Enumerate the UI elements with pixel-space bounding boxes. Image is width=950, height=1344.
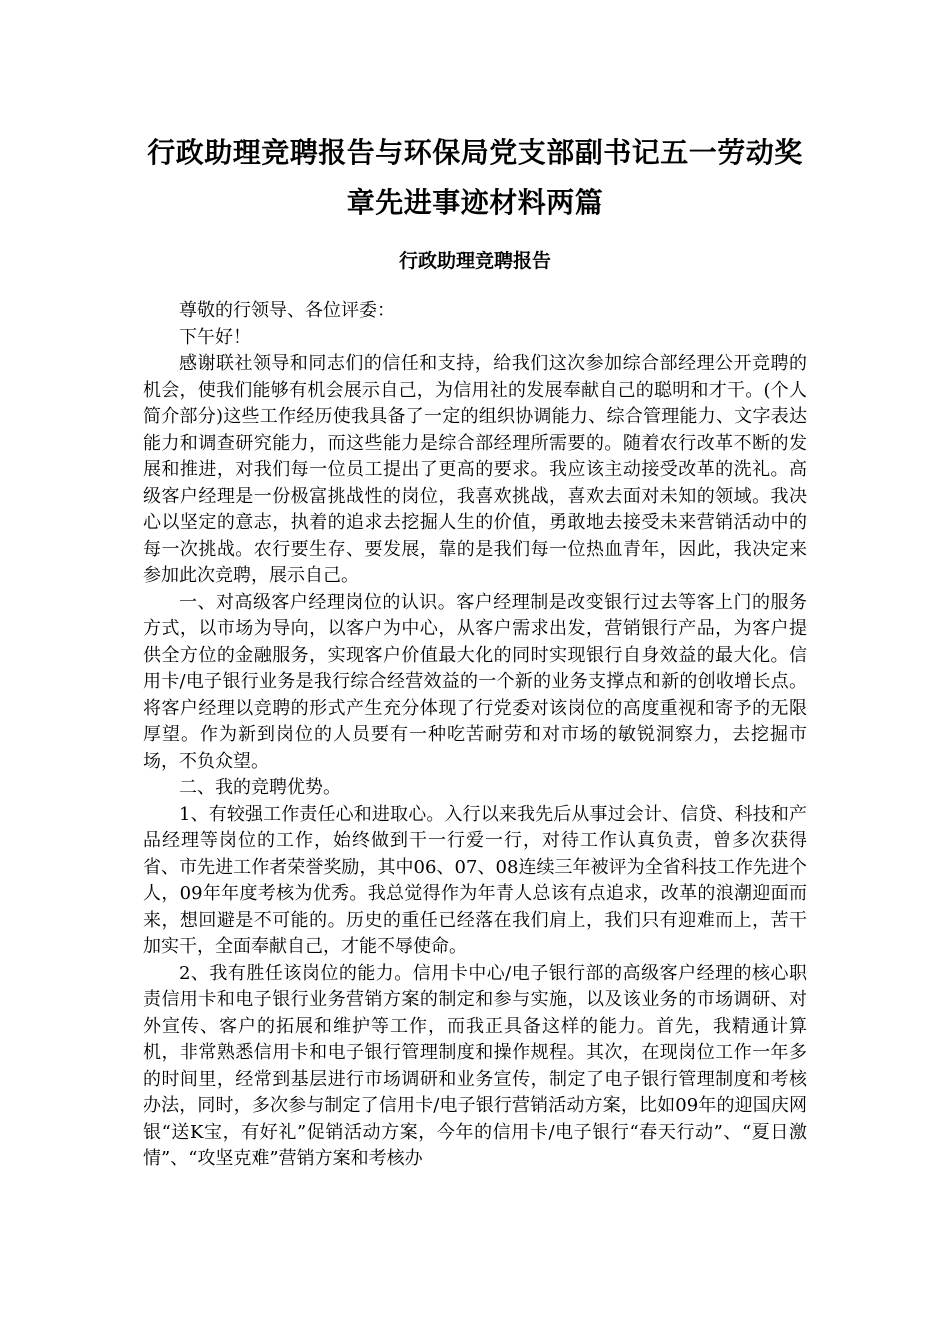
document-body (143, 298, 807, 1173)
body-paragraph: 感谢联社领导和同志们的信任和支持，给我们这次参加综合部经理公开竞聘的机会，使我们能够有机会展示自己，为信用社的发展奉献自己的聪明和才干。(个人简介部分)这些工作经历使我具备了一定的组织协调能力、综合管理能力、文字表达能力和调查研究能力，而这些能力是综合部经理所需要的。随着农行改革不断的发展和推进，对我们每一位员工提出了更高的要求。我应该主动接受改革的洗礼。高级客户经理是一份极富挑战性的岗位，我喜欢挑战，喜欢去面对未知的领域。我决心以坚定的意志，执着的追求去挖掘人生的价值，勇敢地去接受未来营销活动中的每一次挑战。农行要生存、要发展，靠的是我们每一位热血青年，因此，我决定来参加此次竞聘，展示自己。 (143, 353, 807, 586)
salutation: 尊敬的行领导、各位评委： (179, 300, 395, 321)
body-paragraph: 2、我有胜任该岗位的能力。信用卡中心/电子银行部的高级客户经理的核心职责信用卡和电子银行业务营销方案的制定和参与实施，以及该业务的市场调研、对外宣传、客户的拓展和维护等工作，而我正具备这样的能力。首先，我精通计算机，非常熟悉信用卡和电子银行管理制度和操作规程。其次，在现岗位工作一年多的时间里，经常到基层进行市场调研和业务宣传，制定了电子银行管理制度和考核办法，同时，多次参与制定了信用卡/电子银行营销活动方案，比如09年的迎国庆网银“送K宝，有好礼”促销活动方案，今年的信用卡/电子银行“春天行动”、“夏日激情”、“攻坚克难”营销方案和考核办 (143, 962, 807, 1169)
body-paragraph: 二、我的竞聘优势。 (179, 777, 341, 798)
section-title: 行政助理竞聘报告 (398, 250, 551, 272)
greeting: 下午好！ (179, 326, 251, 348)
document-title: 行政助理竞聘报告与环保局党支部副书记五一劳动奖章先进事迹材料两篇 (147, 136, 803, 219)
body-paragraph: 一、对高级客户经理岗位的认识。客户经理制是改变银行过去等客上门的服务方式，以市场为导向，以客户为中心，从客户需求出发，营销银行产品，为客户提供全方位的金融服务，实现客户价值最大化的同时实现银行自身效益的最大化。信用卡/电子银行业务是我行综合经营效益的一个新的业务支撑点和新的创收增长点。将客户经理以竞聘的形式产生充分体现了行党委对该岗位的高度重视和寄予的无限厚望。作为新到岗位的人员要有一种吃苦耐劳和对市场的敏锐洞察力，去挖掘市场，不负众望。 (143, 591, 807, 772)
body-paragraph: 1、有较强工作责任心和进取心。入行以来我先后从事过会计、信贷、科技和产品经理等岗位的工作，始终做到干一行爱一行，对待工作认真负责，曾多次获得省、市先进工作者荣誉奖励，其中06、07、08连续三年被评为全省科技工作先进个人，09年年度考核为优秀。我总觉得作为年青人总该有点追求，改革的浪潮迎面而来，想回避是不可能的。历史的重任已经落在我们肩上，我们只有迎难而上，苦干加实干，全面奉献自己，才能不辱使命。 (143, 803, 807, 957)
